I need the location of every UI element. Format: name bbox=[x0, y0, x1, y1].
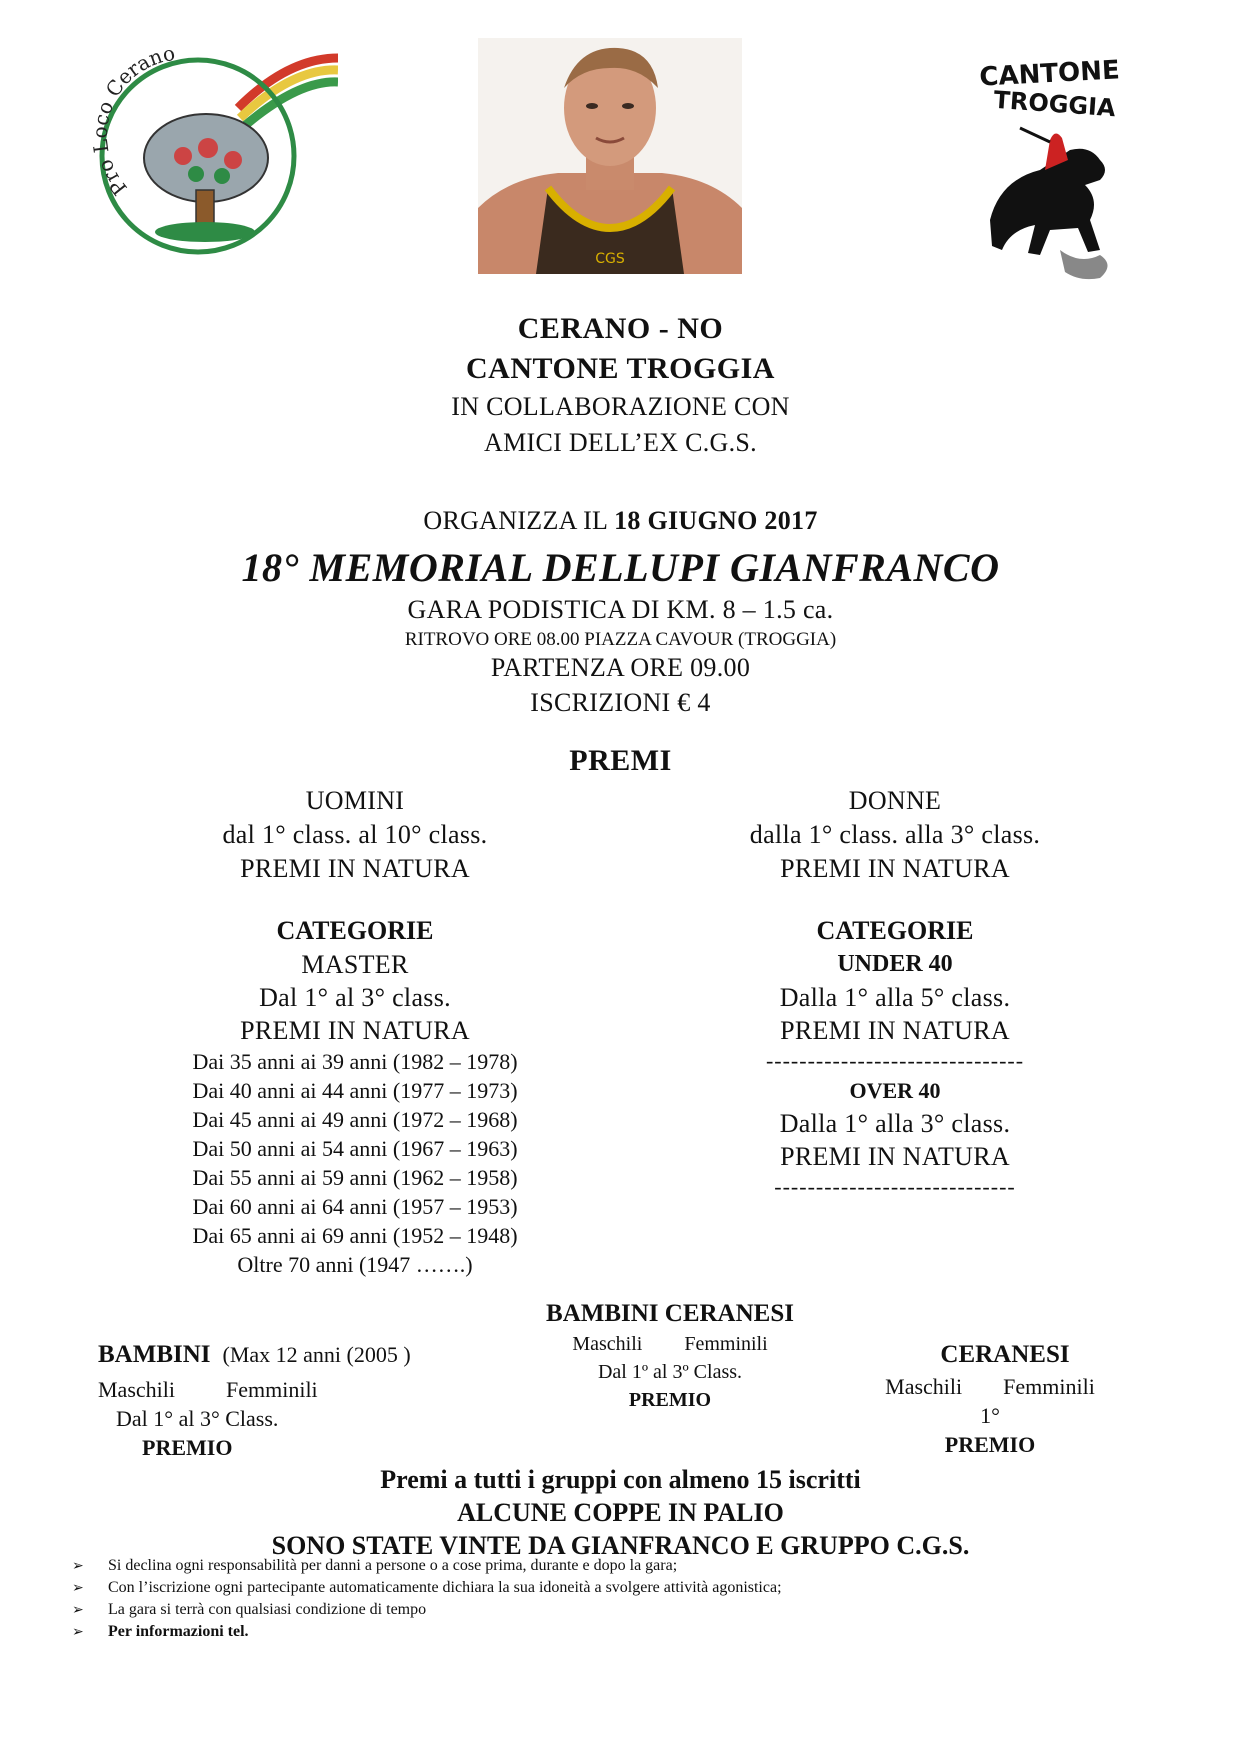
master-premio: PREMI IN NATURA bbox=[240, 1016, 470, 1045]
logo-left-text: Pro Loco Cerano bbox=[88, 40, 177, 201]
age-row: Oltre 70 anni (1947 …….) bbox=[237, 1252, 473, 1277]
age-row: Dai 60 anni ai 64 anni (1957 – 1953) bbox=[192, 1194, 518, 1219]
over40-range: Dalla 1° alla 3° class. bbox=[779, 1109, 1011, 1138]
age-row: Dai 40 anni ai 44 anni (1977 – 1973) bbox=[192, 1078, 518, 1103]
arrow-bullet-icon: ➢ bbox=[72, 1580, 84, 1596]
event-iscrizioni: ISCRIZIONI € 4 bbox=[530, 688, 711, 717]
donne-premio: PREMI IN NATURA bbox=[780, 854, 1010, 883]
premi-donne bbox=[695, 784, 1095, 886]
cantone-troggia-logo bbox=[950, 50, 1150, 290]
arrow-bullet-icon: ➢ bbox=[72, 1624, 84, 1640]
categorie-right-heading: CATEGORIE bbox=[816, 916, 974, 945]
master-age-list bbox=[135, 1047, 575, 1279]
over40-premio: PREMI IN NATURA bbox=[780, 1142, 1010, 1171]
master-title: MASTER bbox=[301, 950, 409, 979]
event-date-line bbox=[0, 506, 1241, 536]
header-friends: AMICI DELL’EX C.G.S. bbox=[484, 428, 757, 457]
age-row: Dai 35 anni ai 39 anni (1982 – 1978) bbox=[192, 1049, 518, 1074]
age-row: Dai 45 anni ai 49 anni (1972 – 1968) bbox=[192, 1107, 518, 1132]
bambini-maschili: Maschili bbox=[98, 1377, 175, 1402]
logo-right-line2: TROGGIA bbox=[992, 85, 1117, 123]
event-gara: GARA PODISTICA DI KM. 8 – 1.5 ca. bbox=[407, 595, 834, 624]
disclaimer-list bbox=[72, 1555, 782, 1643]
ceranesi-maschili: Maschili bbox=[885, 1374, 963, 1399]
under40-premio: PREMI IN NATURA bbox=[780, 1016, 1010, 1045]
bambini-ceranesi-section bbox=[470, 1298, 870, 1414]
ceranesi-section bbox=[850, 1338, 1130, 1459]
age-row: Dai 55 anni ai 59 anni (1962 – 1958) bbox=[192, 1165, 518, 1190]
categorie-under-over bbox=[695, 914, 1095, 1201]
bambini-ceranesi-femminili: Femminili bbox=[684, 1333, 768, 1355]
bambini-ceranesi-range: Dal 1º al 3º Class. bbox=[597, 1361, 743, 1383]
over40-title: OVER 40 bbox=[849, 1078, 941, 1103]
premi-uomini bbox=[155, 784, 555, 886]
master-range: Dal 1° al 3° class. bbox=[259, 983, 451, 1012]
event-date: 18 GIUGNO 2017 bbox=[614, 506, 818, 535]
bambini-ceranesi-premio: PREMIO bbox=[628, 1389, 712, 1411]
event-ritrovo: RITROVO ORE 08.00 PIAZZA CAVOUR (TROGGIA) bbox=[404, 629, 837, 650]
divider: ------------------------------- bbox=[765, 1048, 1025, 1073]
age-row: Dai 50 anni ai 54 anni (1967 – 1963) bbox=[192, 1136, 518, 1161]
event-organizza: ORGANIZZA IL bbox=[423, 506, 608, 535]
uomini-premio: PREMI IN NATURA bbox=[240, 854, 470, 883]
header-city: CERANO - NO bbox=[517, 312, 724, 345]
list-item: ➢ Si declina ogni responsabilità per danni a persone o a cose prima, durante e dopo la gara; bbox=[72, 1555, 782, 1577]
bambini-range: Dal 1° al 3° Class. bbox=[116, 1406, 279, 1431]
bambini-femminili: Femminili bbox=[226, 1377, 318, 1402]
bambini-premio: PREMIO bbox=[142, 1435, 233, 1460]
categorie-master bbox=[135, 914, 575, 1279]
footer-gruppi: Premi a tutti i gruppi con almeno 15 iscritti bbox=[380, 1465, 861, 1494]
pro-loco-cerano-logo bbox=[88, 38, 338, 268]
premi-heading: PREMI bbox=[569, 744, 672, 777]
bambini-section bbox=[98, 1338, 518, 1462]
donne-title: DONNE bbox=[848, 786, 942, 815]
arrow-bullet-icon: ➢ bbox=[72, 1602, 84, 1618]
categorie-left-heading: CATEGORIE bbox=[276, 916, 434, 945]
list-item: ➢ La gara si terrà con qualsiasi condizione di tempo bbox=[72, 1599, 782, 1621]
under40-title: UNDER 40 bbox=[837, 951, 953, 977]
bambini-ceranesi-maschili: Maschili bbox=[572, 1333, 643, 1355]
list-item: ➢ Per informazioni tel. bbox=[72, 1621, 782, 1643]
bambini-age: (Max 12 anni (2005 ) bbox=[222, 1342, 411, 1367]
donne-range: dalla 1° class. alla 3° class. bbox=[749, 820, 1041, 849]
list-item: ➢ Con l’iscrizione ogni partecipante automaticamente dichiara la sua idoneità a svolgere attività agonistica; bbox=[72, 1577, 782, 1599]
under40-range: Dalla 1° alla 5° class. bbox=[779, 983, 1011, 1012]
age-row: Dai 65 anni ai 69 anni (1952 – 1948) bbox=[192, 1223, 518, 1248]
athlete-photo bbox=[478, 38, 742, 274]
header-organizer: CANTONE TROGGIA bbox=[466, 352, 775, 385]
divider: ----------------------------- bbox=[774, 1174, 1016, 1199]
uomini-title: UOMINI bbox=[305, 786, 405, 815]
ceranesi-premio: PREMIO bbox=[944, 1432, 1036, 1457]
bambini-title: BAMBINI bbox=[98, 1341, 211, 1368]
footer-coppe: ALCUNE COPPE IN PALIO bbox=[457, 1498, 784, 1527]
bambini-ceranesi-title: BAMBINI CERANESI bbox=[546, 1300, 794, 1327]
ceranesi-femminili: Femminili bbox=[1003, 1374, 1095, 1399]
arrow-bullet-icon: ➢ bbox=[72, 1558, 84, 1574]
ceranesi-title: CERANESI bbox=[940, 1341, 1070, 1368]
event-title: 18° MEMORIAL DELLUPI GIANFRANCO bbox=[241, 545, 1000, 590]
logo-right-line1: CANTONE bbox=[978, 55, 1121, 93]
footer-vinte: SONO STATE VINTE DA GIANFRANCO E GRUPPO C.G.S. bbox=[271, 1531, 970, 1560]
event-partenza: PARTENZA ORE 09.00 bbox=[490, 653, 751, 682]
ceranesi-range: 1° bbox=[980, 1403, 1000, 1428]
header-collab: IN COLLABORAZIONE CON bbox=[451, 392, 790, 421]
uomini-range: dal 1° class. al 10° class. bbox=[222, 820, 488, 849]
photo-shirt-text: CGS bbox=[595, 251, 625, 267]
